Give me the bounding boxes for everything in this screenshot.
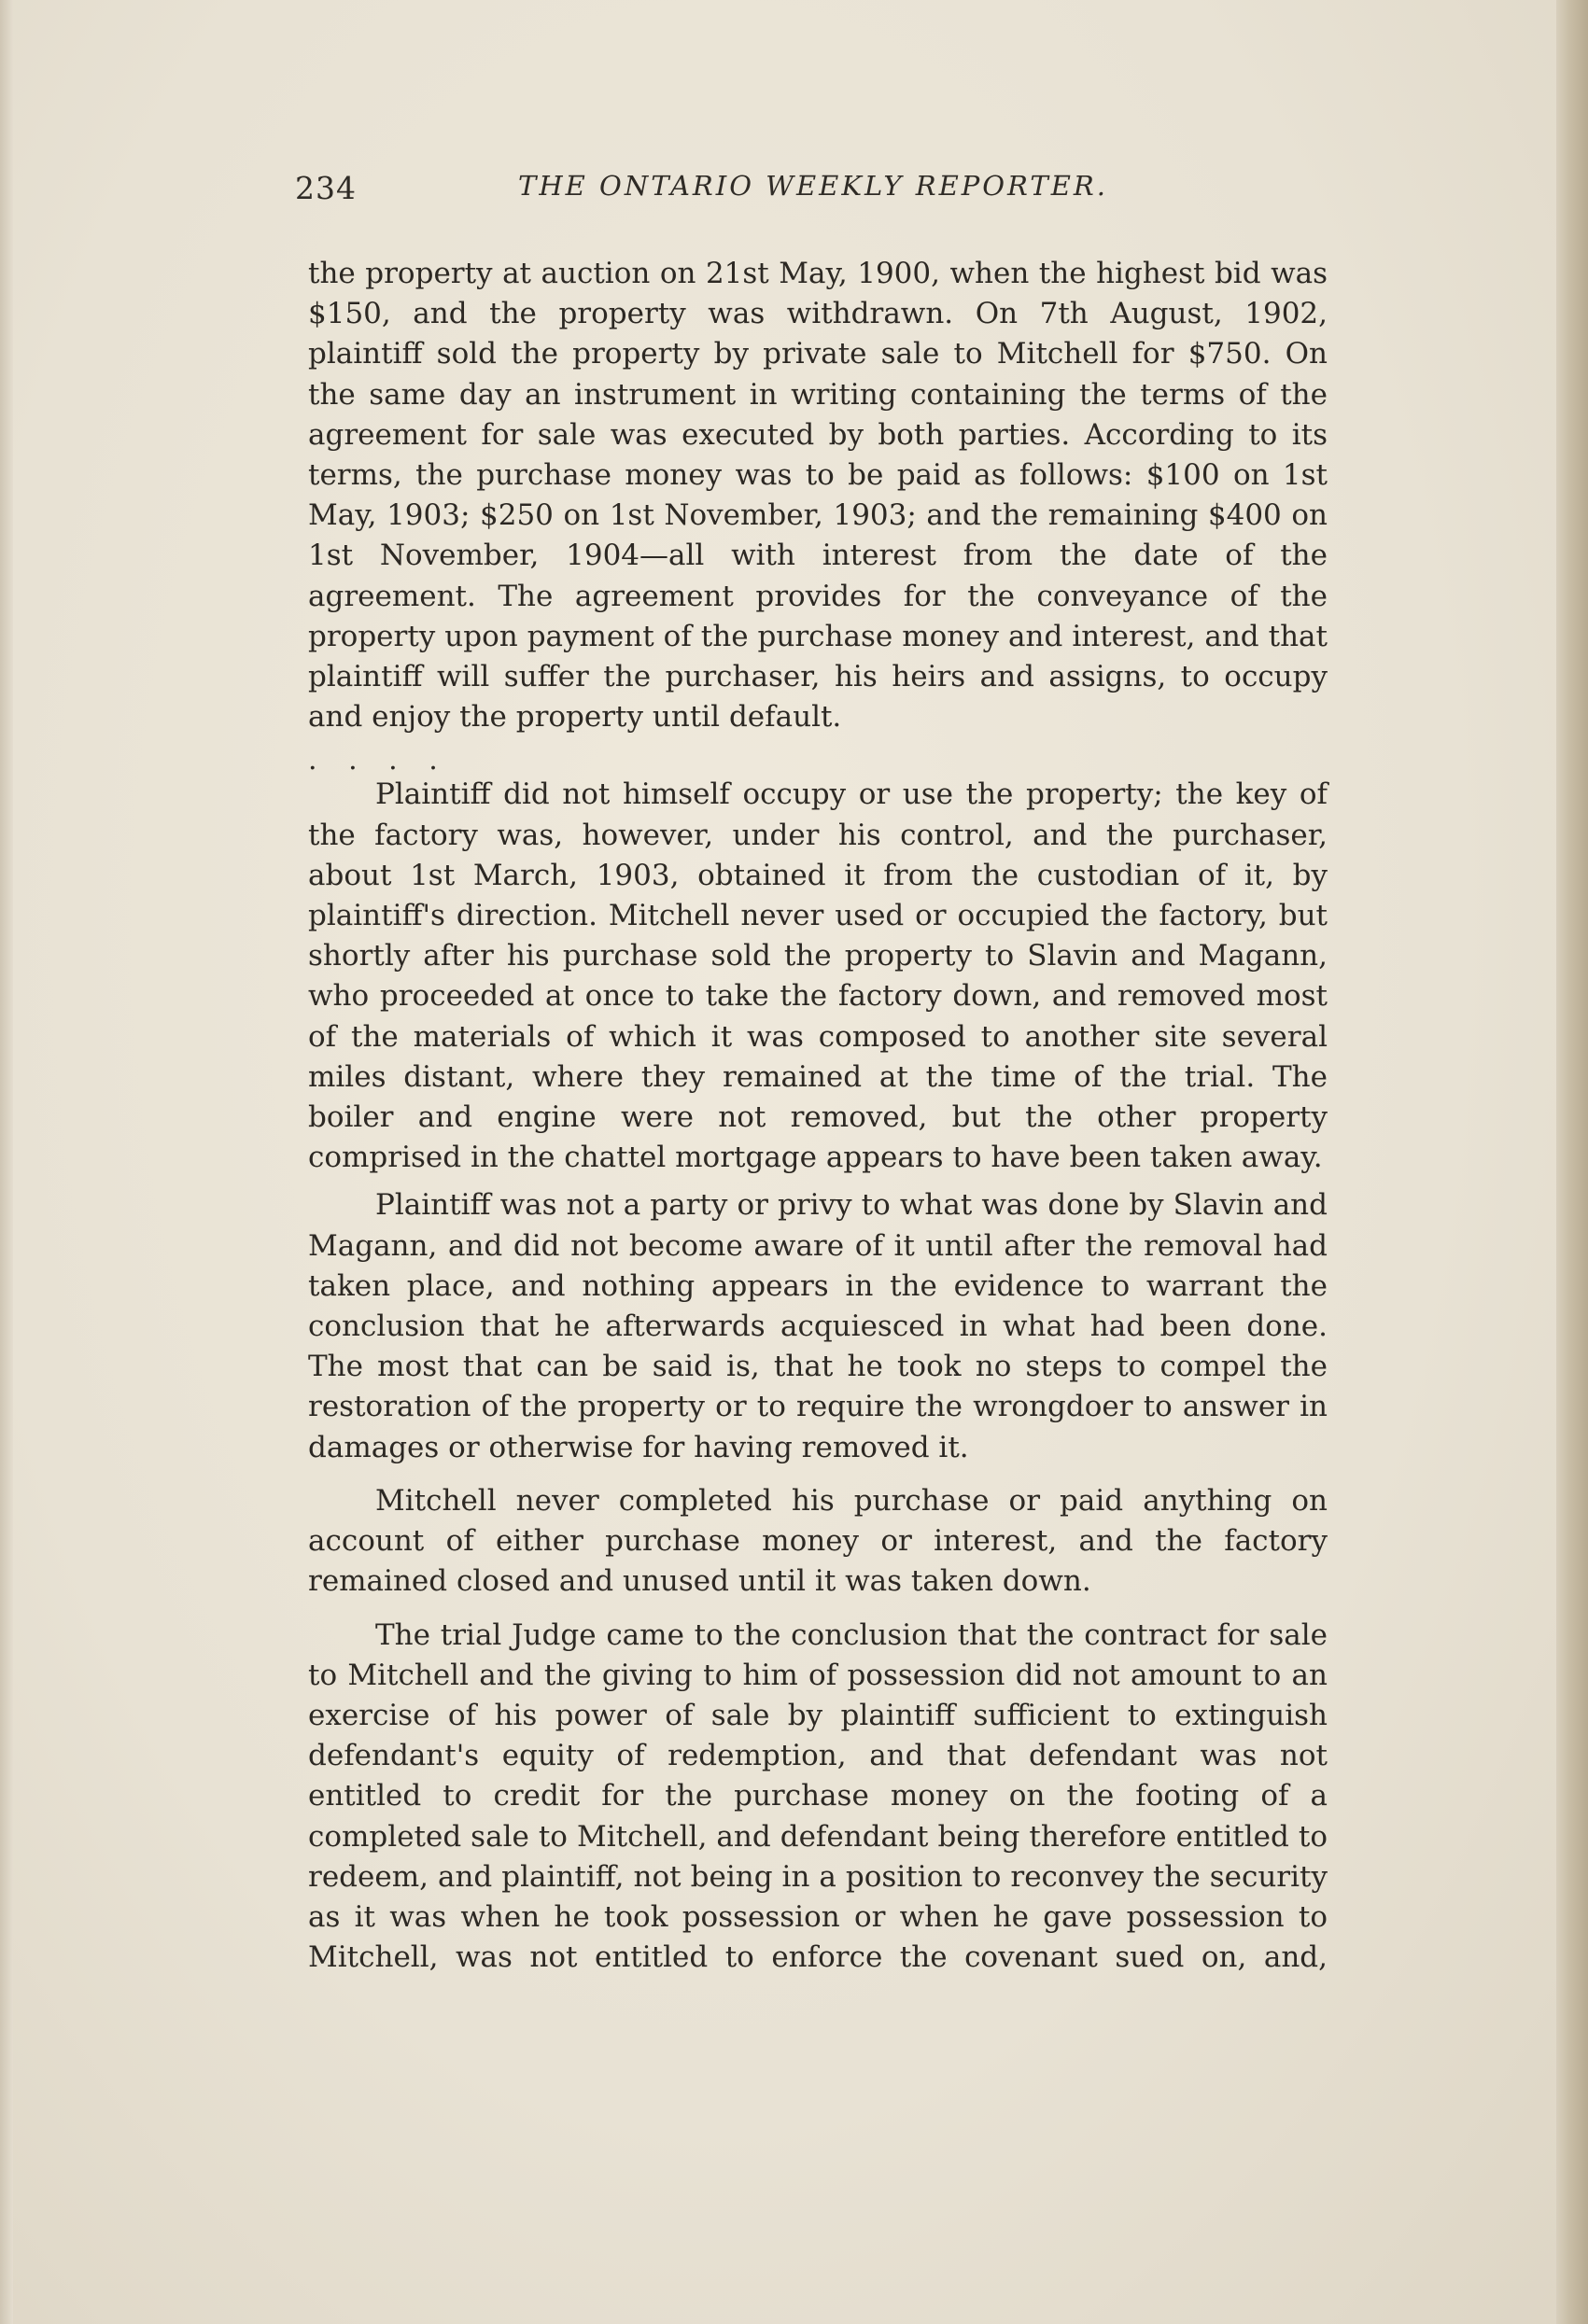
body-text bbox=[308, 254, 1328, 1978]
page-number: 234 bbox=[295, 170, 357, 206]
paragraph-5: The trial Judge came to the conclusion that the contract for sale to Mitchell and the giving to him of possession did not amount to an exercise of his power of sale by plaintiff sufficient to extinguish defendant's equity of redemption, and that defendant was not entitled to credit for the purchase money on the footing of a completed sale to Mitchell, and defendant being therefore entitled to redeem, and plaintiff, not being in a position to reconvey the security as it was when he took possession or when he gave possession to Mitchell, was not entitled to enforce the covenant sued on, and, bbox=[308, 1617, 1328, 1975]
running-title: THE ONTARIO WEEKLY REPORTER. bbox=[518, 170, 1108, 202]
page-header bbox=[295, 170, 1331, 211]
paragraph-4: Mitchell never completed his purchase or paid anything on account of either purchase money or interest, and the factory remained closed and unused until it was taken down. bbox=[308, 1483, 1328, 1599]
paragraph-3: Plaintiff was not a party or privy to what was done by Slavin and Magann, and did not become aware of it until after the removal had taken place, and nothing appears in the evidence to warrant the conclusion that he afterwards acquiesced in what had been done. The most that can be said is, that he took no steps to compel the restoration of the property or to require the wrongdoer to answer in damages or otherwise for having removed it. bbox=[308, 1188, 1328, 1464]
page-gutter-shadow bbox=[0, 0, 13, 2324]
paragraph-2: Plaintiff did not himself occupy or use the property; the key of the factory was, however, under his control, and the purchaser, about 1st March, 1903, obtained it from the custodian of it, by plaintiff's direction. Mitchell never used or occupied the factory, but shortly after his purchase sold the property to Slavin and Magann, who proceeded at once to take the factory down, and removed most of the materials of which it was composed to another site several miles distant, where they remained at the time of the trial. The boiler and engine were not removed, but the other property comprised in the chattel mortgage appears to have been taken away. bbox=[308, 777, 1328, 1175]
paragraph-1: the property at auction on 21st May, 1900, when the highest bid was $150, and the property was withdrawn. On 7th August, 1902, plaintiff sold the property by private sale to Mitchell for $750. On the same day an instrument in writing containing the terms of the agreement for sale was executed by both parties. According to its terms, the purchase money was to be paid as follows: $100 on 1st May, 1903; $250 on 1st November, 1903; and the remaining $400 on 1st November, 1904—all with interest from the date of the agreement. The agreement provides for the conveyance of the property upon payment of the purchase money and interest, and that plaintiff will suffer the purchaser, his heirs and assigns, to occupy and enjoy the property until default. bbox=[308, 257, 1328, 735]
page-edge-shadow bbox=[1556, 0, 1588, 2324]
ellipsis-marker: . . . . bbox=[308, 744, 449, 777]
